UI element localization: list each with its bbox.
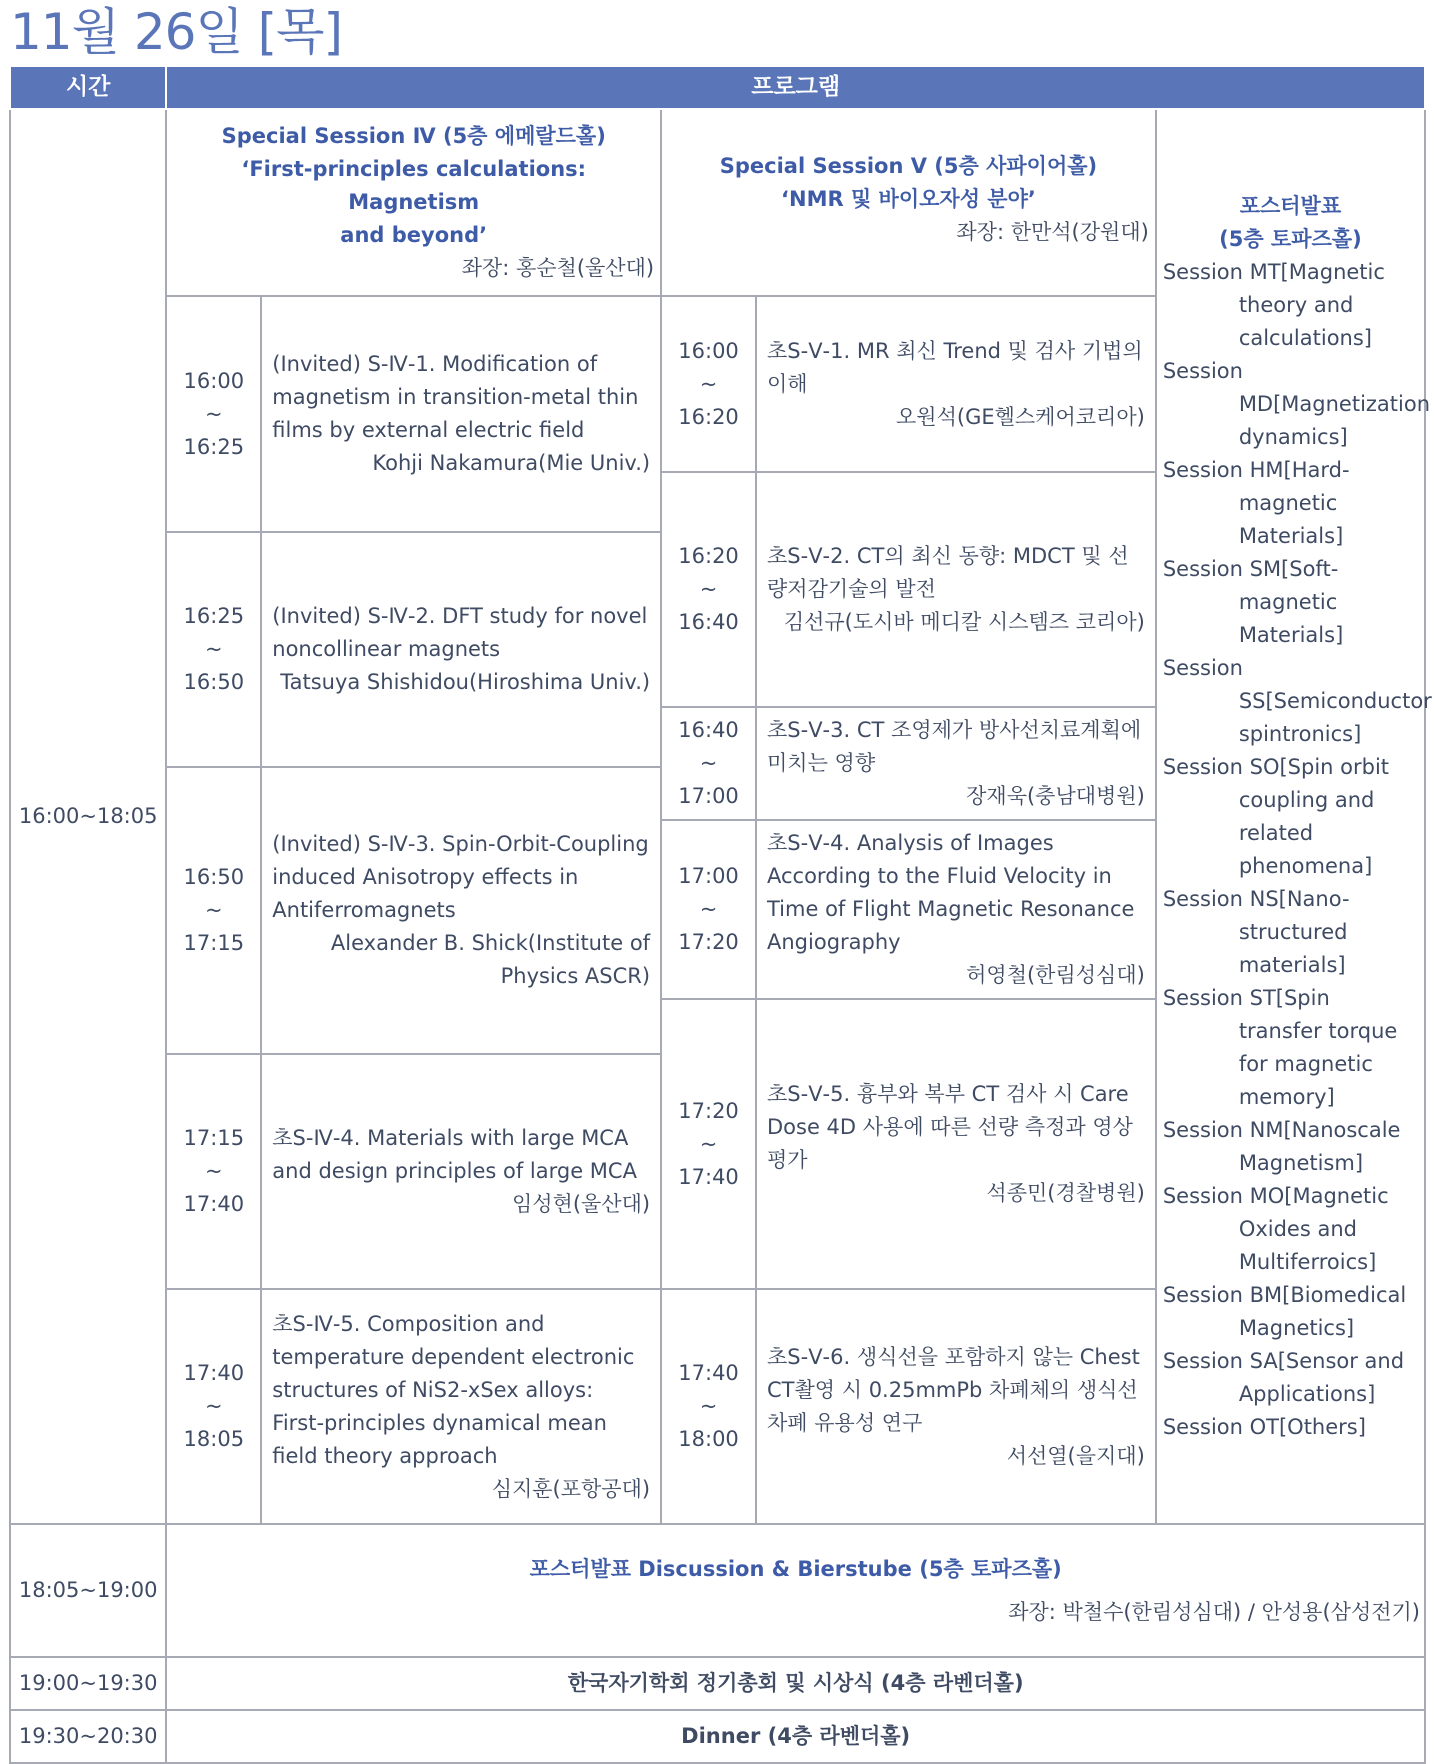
poster-session-item: Session MT[Magnetic theory and calculations] (1162, 259, 1385, 350)
poster-title-2: (5층 토파즈홀) (1219, 226, 1362, 251)
session4-chair: 좌장: 홍순철(울산대) (461, 256, 655, 280)
session5-header (661, 109, 1156, 296)
session5-title-1: Special Session Ⅴ (5층 사파이어홀) (719, 154, 1098, 178)
talk-speaker: 장재욱(충남대병원) (966, 784, 1145, 808)
talk-code: 초S-Ⅴ-6. (767, 1344, 851, 1369)
page-title: 11월 26일 [목] (10, 3, 342, 61)
poster-discussion-cell (166, 1524, 1425, 1657)
talk-code: (Invited) S-Ⅳ-3. (272, 832, 436, 856)
poster-session-item: Session HM[Hard-magnetic Materials] (1162, 457, 1350, 548)
s5-talk6 (756, 1289, 1156, 1524)
s5-talk5 (756, 999, 1156, 1289)
talk-speaker: 허영철(한림성심대) (966, 963, 1145, 987)
s4-talk3 (261, 767, 661, 1054)
poster-session-item: Session OT[Others] (1162, 1414, 1366, 1439)
general-meeting-time: 19:00~19:30 (10, 1657, 166, 1710)
poster-session-item: Session SO[Spin orbit coupling and related phenomena] (1162, 754, 1390, 878)
talk-title: Analysis of Images According to the Fluid Velocity in Time of Flight Magnetic Resonance Angiography (767, 831, 1135, 954)
schedule-table (9, 65, 1432, 1764)
talk-title: Materials with large MCA and design principles of large MCA (272, 1126, 637, 1183)
talk-speaker: 임성현(울산대) (511, 1192, 651, 1216)
session4-title-2: ‘First-principles calculations: Magnetism (241, 157, 587, 214)
talk-speaker: Alexander B. Shick(Institute of Physics ASCR) (330, 931, 651, 988)
session4-header (166, 109, 661, 296)
main-block-time: 16:00~18:05 (10, 109, 166, 1524)
poster-session-item: Session NS[Nano-structured materials] (1162, 886, 1350, 977)
talk-code: (Invited) S-Ⅳ-1. (272, 352, 436, 376)
talk-title: 생식선을 포함하지 않는 Chest CT촬영 시 0.25mmPb 차폐체의 생식선 차폐 유용성 연구 (767, 1344, 1140, 1435)
s5-talk2-time: 16:20 ~ 16:40 (661, 472, 756, 707)
talk-speaker: 석종민(경찰병원) (986, 1181, 1145, 1205)
talk-code: 초S-Ⅴ-2. (767, 544, 851, 568)
talk-speaker: Tatsuya Shishidou(Hiroshima Univ.) (280, 670, 651, 694)
talk-speaker: 오원석(GE헬스케어코리아) (896, 404, 1145, 429)
talk-code: 초S-Ⅴ-1. (767, 338, 851, 363)
s5-talk3-time: 16:40 ~ 17:00 (661, 707, 756, 820)
talk-title: Modification of magnetism in transition-metal thin films by external electric field (272, 352, 639, 442)
poster-discussion-chair: 좌장: 박철수(한림성심대) / 안성용(삼성전기) (1008, 1599, 1420, 1624)
talk-code: 초S-Ⅳ-4. (272, 1126, 361, 1150)
talk-code: 초S-Ⅴ-4. (767, 831, 851, 855)
s4-talk4-time: 17:15 ~ 17:40 (166, 1054, 261, 1289)
s5-talk5-time: 17:20 ~ 17:40 (661, 999, 756, 1289)
s5-talk1 (756, 296, 1156, 472)
general-meeting-title: 한국자기학회 정기총회 및 시상식 (4층 라벤더홀) (166, 1657, 1425, 1710)
s5-talk2 (756, 472, 1156, 707)
header-program: 프로그램 (166, 66, 1425, 109)
session4-title-3: and beyond’ (340, 223, 488, 247)
poster-session-item: Session MO[Magnetic Oxides and Multiferroics] (1162, 1183, 1389, 1274)
s4-talk3-time: 16:50 ~ 17:15 (166, 767, 261, 1054)
talk-title: 흉부와 복부 CT 검사 시 Care Dose 4D 사용에 따른 선량 측정과 영상 평가 (767, 1082, 1133, 1172)
s5-talk4 (756, 820, 1156, 999)
header-time: 시간 (10, 66, 166, 109)
session5-title-2: ‘NMR 및 바이오자성 분야’ (781, 187, 1036, 211)
s4-talk1-time: 16:00 ~ 16:25 (166, 296, 261, 532)
poster-session-item: Session NM[Nanoscale Magnetism] (1162, 1117, 1401, 1175)
poster-discussion-time: 18:05~19:00 (10, 1524, 166, 1657)
talk-speaker: 심지훈(포항공대) (491, 1476, 651, 1501)
s4-talk4 (261, 1054, 661, 1289)
talk-title: DFT study for novel noncollinear magnets (272, 604, 648, 661)
s4-talk5-time: 17:40 ~ 18:05 (166, 1289, 261, 1524)
s4-talk5 (261, 1289, 661, 1524)
talk-code: (Invited) S-Ⅳ-2. (272, 604, 436, 628)
s4-talk1 (261, 296, 661, 532)
s5-talk4-time: 17:00 ~ 17:20 (661, 820, 756, 999)
s5-talk3 (756, 707, 1156, 820)
s5-talk1-time: 16:00 ~ 16:20 (661, 296, 756, 472)
talk-speaker: 서선열(을지대) (1006, 1443, 1145, 1468)
talk-title: CT의 최신 동향: MDCT 및 선량저감기술의 발전 (767, 544, 1129, 601)
session5-chair: 좌장: 한만석(강원대) (956, 220, 1149, 244)
poster-session-item: Session SM[Soft-magnetic Materials] (1162, 556, 1344, 647)
poster-title-1: 포스터발표 (1239, 193, 1342, 218)
dinner-title: Dinner (4층 라벤더홀) (166, 1710, 1425, 1763)
poster-column (1156, 109, 1432, 1524)
talk-speaker: 김선규(도시바 메디칼 시스템즈 코리아) (783, 610, 1145, 634)
poster-session-item: Session MD[Magnetization dynamics] (1162, 358, 1431, 449)
talk-code: 초S-Ⅴ-3. (767, 718, 851, 742)
s5-talk6-time: 17:40 ~ 18:00 (661, 1289, 756, 1524)
session4-title-1: Special Session Ⅳ (5층 에메랄드홀) (221, 124, 606, 148)
dinner-time: 19:30~20:30 (10, 1710, 166, 1763)
talk-title: Composition and temperature dependent electronic structures of NiS2-xSex alloys: First-principles dynamical mean field theory approach (272, 1311, 635, 1468)
poster-session-item: Session SA[Sensor and Applications] (1162, 1348, 1405, 1406)
talk-speaker: Kohji Nakamura(Mie Univ.) (372, 451, 651, 475)
talk-code: 초S-Ⅳ-5. (272, 1311, 361, 1336)
poster-session-item: Session BM[Biomedical Magnetics] (1162, 1282, 1407, 1340)
talk-code: 초S-Ⅴ-5. (767, 1082, 851, 1106)
s4-talk2-time: 16:25 ~ 16:50 (166, 532, 261, 767)
poster-session-item: Session SS[Semiconductor spintronics] (1162, 655, 1432, 746)
talk-title: MR 최신 Trend 및 검사 기법의 이해 (767, 338, 1143, 396)
s4-talk2 (261, 532, 661, 767)
talk-title: CT 조영제가 방사선치료계획에 미치는 영향 (767, 718, 1142, 775)
poster-session-item: Session ST[Spin transfer torque for magnetic memory] (1162, 985, 1398, 1109)
poster-discussion-title: 포스터발표 Discussion & Bierstube (5층 토파즈홀) (529, 1556, 1062, 1581)
talk-title: Spin-Orbit-Coupling induced Anisotropy effects in Antiferromagnets (272, 832, 649, 922)
